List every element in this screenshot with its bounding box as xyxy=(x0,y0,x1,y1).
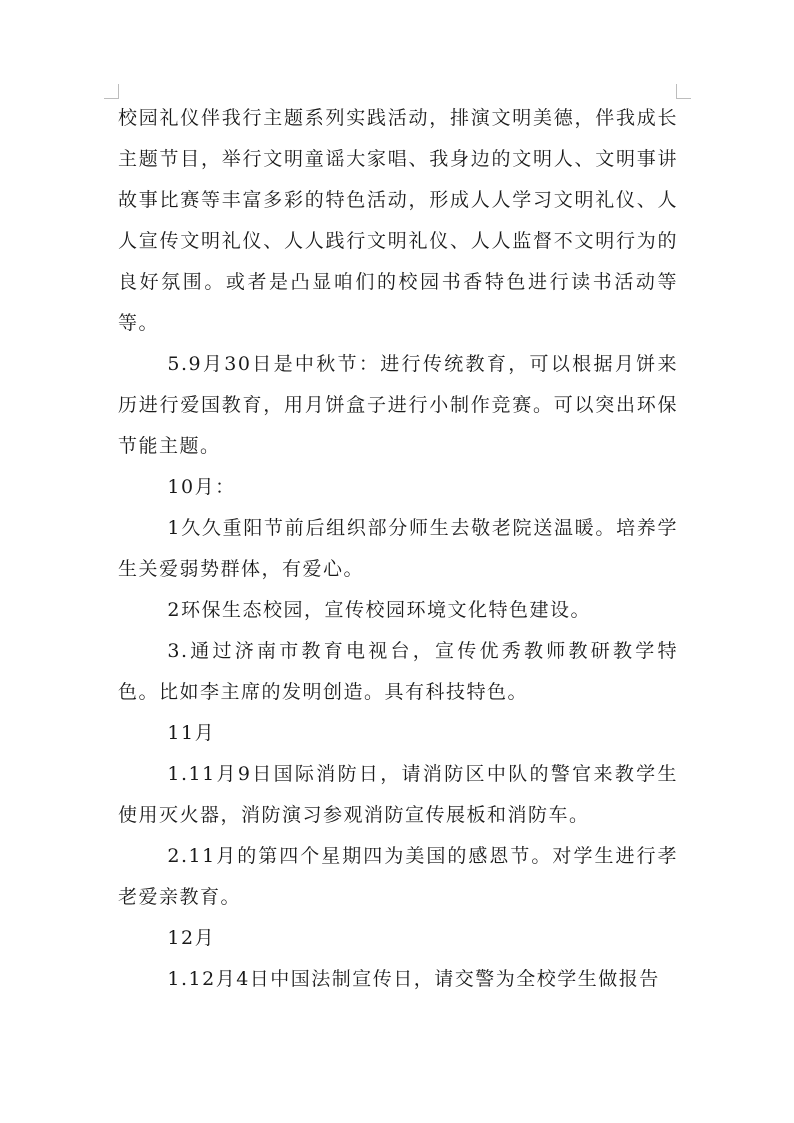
paragraph-oct-item-1: 1久久重阳节前后组织部分师生去敬老院送温暖。培养学生关爱弱势群体，有爱心。 xyxy=(118,517,678,580)
heading-november: 11月 xyxy=(167,722,216,744)
paragraph-dec-item-1: 1.12月4日中国法制宣传日，请交警为全校学生做报告 xyxy=(167,968,660,990)
document-body xyxy=(118,98,678,1000)
paragraph-nov-item-1: 1.11月9日国际消防日，请消防区中队的警官来教学生使用灭火器，消防演习参观消防宣传展板和消防车。 xyxy=(118,763,678,826)
paragraph-continuation: 校园礼仪伴我行主题系列实践活动，排演文明美德，伴我成长主题节目，举行文明童谣大家唱、我身边的文明人、文明事讲故事比赛等丰富多彩的特色活动，形成人人学习文明礼仪、人人宣传文明礼仪、人人践行文明礼仪、人人监督不文明行为的良好氛围。或者是凸显咱们的校园书香特色进行读书活动等等。 xyxy=(118,107,678,334)
heading-december: 12月 xyxy=(167,927,216,949)
paragraph-nov-item-2: 2.11月的第四个星期四为美国的感恩节。对学生进行孝老爱亲教育。 xyxy=(118,845,678,908)
paragraph-oct-item-3: 3.通过济南市教育电视台，宣传优秀教师教研教学特色。比如李主席的发明创造。具有科技特色。 xyxy=(118,640,678,703)
heading-october: 10月： xyxy=(167,476,236,498)
margin-corner-mark-top-right xyxy=(676,84,691,99)
margin-corner-mark-top-left xyxy=(104,84,119,99)
paragraph-oct-item-2: 2环保生态校园，宣传校园环境文化特色建设。 xyxy=(167,599,591,621)
paragraph-mid-autumn: 5.9月30日是中秋节：进行传统教育，可以根据月饼来历进行爱国教育，用月饼盒子进行小制作竞赛。可以突出环保节能主题。 xyxy=(118,353,678,457)
